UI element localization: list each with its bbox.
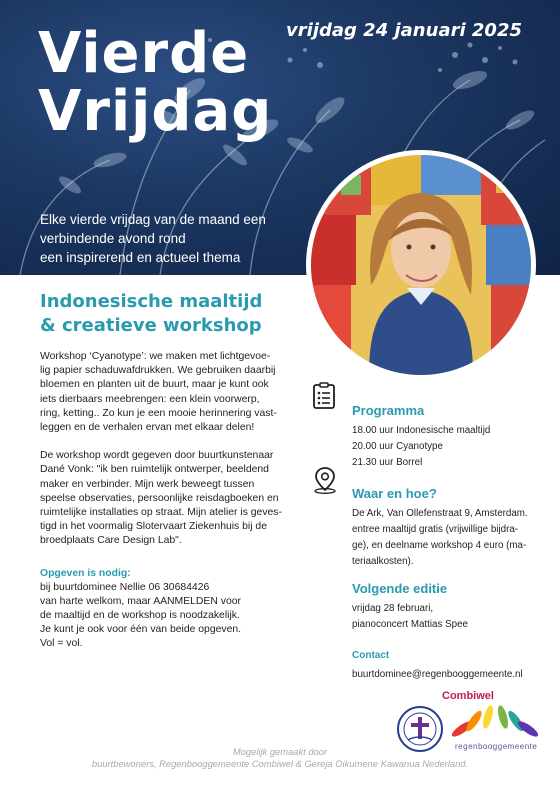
next-edition-heading: Volgende editie [352, 581, 448, 596]
text-line: Workshop ‘Cyanotype’: we maken met lichtgevoe- [40, 351, 271, 362]
email-link[interactable]: buurtdominee@regenbooggemeente.nl [352, 669, 523, 680]
title-vrijdag: Vrijdag [38, 79, 273, 144]
next-edition-details [352, 601, 552, 633]
location-heading: Waar en hoe? [352, 486, 437, 501]
text-line: bloemen en planten uit de buurt, maar je kunt ook [40, 379, 269, 391]
combiwel-logo: Combiwel [442, 690, 494, 702]
text-line: teriaalkosten). [352, 556, 414, 567]
footer-credit [0, 746, 560, 770]
workshop-description [40, 350, 310, 435]
text-line: De Ark, Van Ollefenstraat 9, Amsterdam. [352, 508, 528, 519]
event-date: vrijdag 24 januari 2025 [286, 20, 522, 41]
signup-heading: Opgeven is nodig: [40, 567, 131, 579]
text-line: de maaltijd en de workshop is noodzakelijk. [40, 610, 240, 622]
programma-list [352, 423, 552, 471]
contact-email[interactable] [352, 667, 552, 683]
clipboard-list-icon [312, 382, 336, 414]
contact-heading: Contact [352, 650, 390, 661]
text-line: van harte welkom, maar AANMELDEN voor [40, 595, 241, 607]
list-item: 21.30 uur Borrel [352, 457, 423, 468]
text-line: ge), en deelname workshop 4 euro (ma- [352, 540, 527, 551]
list-item: 20.00 uur Cyanotype [352, 441, 443, 452]
list-item: 18.00 uur Indonesische maaltijd [352, 425, 491, 436]
tagline-line: Elke vierde vrijdag van de maand een [40, 212, 266, 227]
artist-description [40, 449, 310, 548]
text-line: ring, ketting.. Zo kun je een mooie herinnering vast- [40, 407, 277, 419]
workshop-headline [40, 290, 310, 338]
text-line: tigd in het voormalig Slotervaart Ziekenhuis bij de [40, 521, 267, 533]
artist-portrait [306, 150, 536, 380]
portrait-photo [311, 155, 531, 375]
footer-line: buurtbewoners, Regenbooggemeente Combiwel & Gereja Oikumene Kawanua Nederland. [91, 758, 469, 769]
text-line: iets dierbaars meebrengen: een klein voorwerp, [40, 393, 260, 405]
headline-line: & creatieve workshop [40, 315, 262, 336]
text-line: Dané Vonk: "ik ben ruimtelijk ontwerper, beeldend [40, 464, 269, 476]
text-line: lig papier schaduwafdrukken. We gebruiken daarbij [40, 365, 276, 377]
location-details [352, 506, 552, 570]
headline-line: Indonesische maaltijd [40, 291, 263, 312]
text-line: maker en verbinder. Mijn werk beweegt tussen [40, 478, 255, 490]
text-line: Je kunt je ook voor één van beide opgeven. [40, 624, 242, 636]
title-vierde: Vierde [38, 21, 250, 86]
text-line: entree maaltijd gratis (vrijwillige bijdra- [352, 524, 519, 535]
tagline [40, 210, 310, 267]
text-line: broedplaats Care Design Lab". [40, 535, 182, 547]
text-line: leggen en de verhalen ervan met elkaar delen! [40, 422, 255, 434]
text-line: bij buurtdominee Nellie 06 30684426 [40, 581, 210, 593]
signup-details [40, 581, 310, 652]
text-line: De workshop wordt gegeven door buurtkunstenaar [40, 450, 274, 462]
tagline-line: een inspirerend en actueel thema [40, 250, 241, 265]
tagline-line: verbindende avond rond [40, 231, 186, 246]
text-line: speelse observaties, persoonlijke reisdagboeken en [40, 492, 279, 504]
text-line: vrijdag 28 februari, [352, 603, 434, 614]
programma-heading: Programma [352, 403, 425, 418]
footer-line: Mogelijk gemaakt door [232, 746, 328, 757]
text-line: Vol = vol. [40, 638, 83, 650]
map-pin-icon [312, 466, 338, 498]
text-line: ruimtelijke installaties op straat. Mijn atelier is geves- [40, 507, 282, 519]
workshop-section [40, 290, 310, 652]
info-section [352, 402, 552, 683]
text-line: pianoconcert Mattias Spee [352, 619, 468, 630]
regenbooggemeente-label: regenbooggemeente [455, 742, 538, 751]
